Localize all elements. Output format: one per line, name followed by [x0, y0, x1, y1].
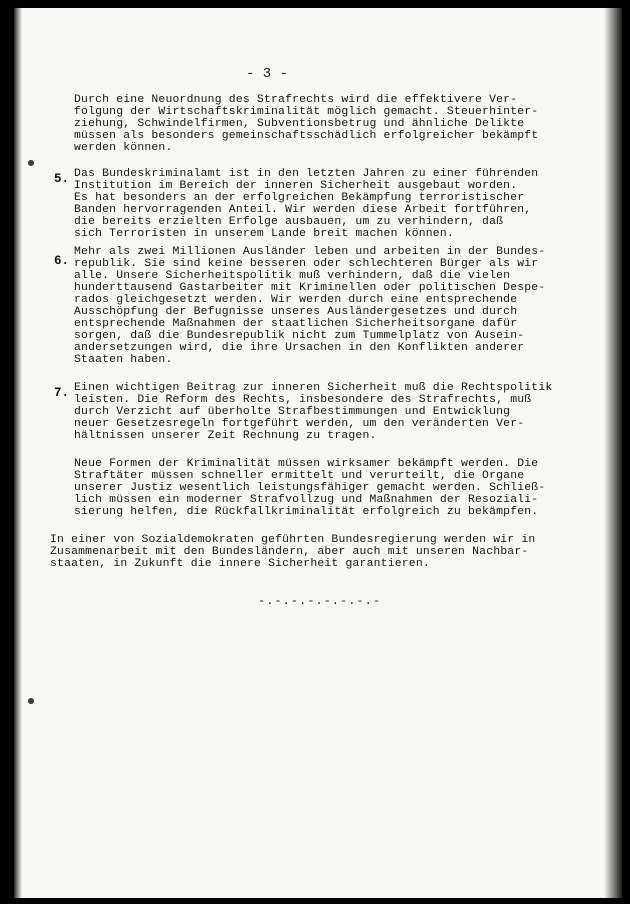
- staple-hole: [28, 698, 34, 704]
- text-line: sierung helfen, die Rückfallkriminalität erfolgreich zu bekämpfen.: [74, 506, 539, 518]
- item-number-6: 6.: [54, 254, 70, 268]
- text-line: Institution im Bereich der inneren Sicherheit ausgebaut worden.: [74, 180, 518, 192]
- text-line: unserer Justiz wesentlich leistungsfähiger gemacht werden. Schließ-: [74, 482, 546, 494]
- text-line: Neue Formen der Kriminalität müssen wirksamer bekämpft werden. Die: [74, 458, 539, 470]
- staple-hole: [28, 160, 34, 166]
- text-line: republik. Sie sind keine besseren oder schlechteren Bürger als wir: [74, 258, 539, 270]
- text-line: entsprechende Maßnahmen der staatlichen Sicherheitsorgane dafür: [74, 318, 518, 330]
- item-number-5: 5.: [54, 172, 70, 186]
- text-line: Einen wichtigen Beitrag zur inneren Sicherheit muß die Rechtspolitik: [74, 382, 553, 394]
- text-line: Durch eine Neuordnung des Strafrechts wird die effektivere Ver-: [74, 94, 518, 106]
- text-line: durch Verzicht auf überholte Strafbestimmungen und Entwicklung: [74, 406, 511, 418]
- text-line: Ausschöpfung der Befugnisse unseres Ausländergesetzes und durch: [74, 306, 518, 318]
- scan-edge-right: [604, 8, 622, 898]
- text-line: Banden hervorragenden Anteil. Wir werden diese Arbeit fortführen,: [74, 204, 532, 216]
- text-line: Mehr als zwei Millionen Ausländer leben und arbeiten in der Bundes-: [74, 246, 546, 258]
- text-line: staaten, in Zukunft die innere Sicherheit garantieren.: [50, 558, 430, 570]
- text-line: sich Terroristen in unserem Lande breit machen können.: [74, 228, 454, 240]
- page-number: - 3 -: [246, 66, 289, 82]
- text-line: Zusammenarbeit mit den Bundesländern, aber auch mit unseren Nachbar-: [50, 546, 529, 558]
- text-line: rados gleichgesetzt werden. Wir werden durch eine entsprechende: [74, 294, 518, 306]
- text-line: sorgen, daß die Bundesrepublik nicht zum Tummelplatz von Ausein-: [74, 330, 525, 342]
- text-line: ziehung, Schwindelfirmen, Subventionsbetrug und ähnliche Delikte: [74, 118, 525, 130]
- text-line: Das Bundeskriminalamt ist in den letzten Jahren zu einer führenden: [74, 168, 539, 180]
- scan-edge-left: [14, 8, 22, 898]
- text-line: leisten. Die Reform des Rechts, insbesondere des Strafrechts, muß: [74, 394, 532, 406]
- text-line: die bereits erzielten Erfolge ausbauen, um zu verhindern, daß: [74, 216, 504, 228]
- text-line: Straftäter müssen schneller ermittelt und verurteilt, die Organe: [74, 470, 525, 482]
- text-line: andersetzungen wird, die ihre Ursachen in den Konflikten anderer: [74, 342, 525, 354]
- text-line: alle. Unsere Sicherheitspolitik muß verhindern, daß die vielen: [74, 270, 511, 282]
- text-line: Es hat besonders an der erfolgreichen Bekämpfung terroristischer: [74, 192, 525, 204]
- text-line: werden können.: [74, 142, 173, 154]
- text-line: müssen als besonders gemeinschaftsschädlich erfolgreicher bekämpft: [74, 130, 539, 142]
- text-line: Staaten haben.: [74, 354, 173, 366]
- end-separator: -.-.-.-.-.-.-.-: [258, 594, 382, 608]
- text-line: hunderttausend Gastarbeiter mit Kriminellen oder politischen Despe-: [74, 282, 546, 294]
- text-line: In einer von Sozialdemokraten geführten Bundesregierung werden wir in: [50, 534, 536, 546]
- text-line: hältnissen unserer Zeit Rechnung zu tragen.: [74, 430, 377, 442]
- text-line: lich müssen ein moderner Strafvollzug und Maßnahmen der Resoziali-: [74, 494, 539, 506]
- text-line: neuer Gesetzesregeln fortgeführt werden, um den veränderten Ver-: [74, 418, 525, 430]
- item-number-7: 7.: [54, 386, 70, 400]
- text-line: folgung der Wirtschaftskriminalität möglich gemacht. Steuerhinter-: [74, 106, 539, 118]
- document-page: [14, 8, 622, 898]
